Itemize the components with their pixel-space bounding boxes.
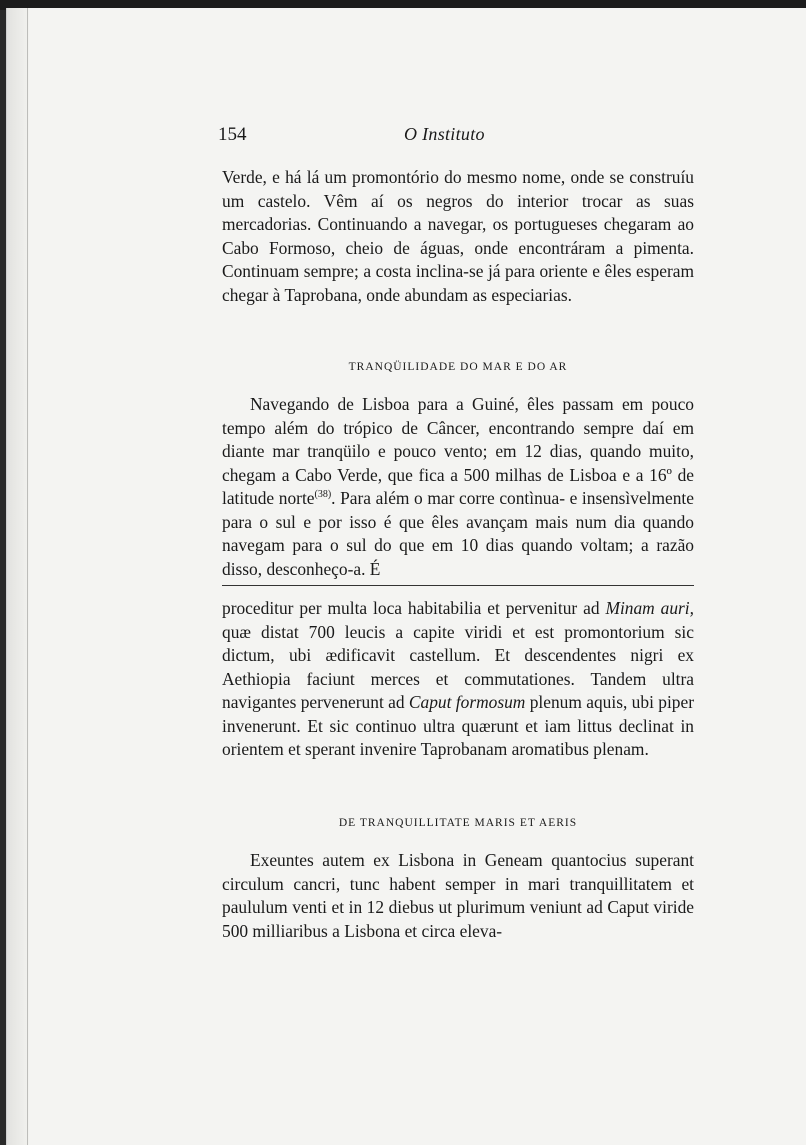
page-header [218, 124, 694, 150]
footnote-reference: (38) [314, 489, 332, 501]
latin-italic-minam-auri: Minam auri, [605, 598, 694, 618]
page-number: 154 [218, 124, 247, 145]
latin-text-a: proceditur per multa loca habitabilia et pervenitur ad [222, 598, 606, 618]
latin-section-text: Exeuntes autem ex Lisbona in Geneam quantocius superant circulum cancri, tunc habent semper in mari tranquillitatem et paululum venti et in 12 diebus ut plurimum veniunt ad Caput viride 500 milliaribus a Lisbona et circa eleva- [222, 850, 694, 941]
latin-text-c: plenum aquis, ubi piper invenerunt. Et sic continuo ultra quærunt et iam littus declinat in orientem et sperant invenire Taprobanam aromatibus plenam. [222, 692, 694, 759]
latin-paragraph-continued [222, 597, 694, 762]
portuguese-section-text-b: . Para além o mar corre contìnua- e insensìvelmente para o sul e por isso é que êles avançam mais num dia quando navegam para o sul do que em 10 dias quando voltam; a razão disso, desconheço-a. É [222, 488, 694, 579]
page-gutter [7, 8, 29, 1145]
text-divider [222, 585, 694, 586]
portuguese-section-heading: TRANQÜILIDADE DO MAR E DO AR [348, 361, 568, 373]
latin-italic-caput-formosum: Caput formosum [408, 692, 526, 712]
running-title: O Instituto [404, 124, 485, 144]
gutter-line [27, 8, 28, 1145]
latin-section-paragraph [222, 849, 694, 943]
latin-section-heading: DE TRANQUILLITATE MARIS ET AERIS [338, 817, 578, 829]
portuguese-paragraph-continued: Verde, e há lá um promontório do mesmo nome, onde se construíu um castelo. Vêm aí os negros do interior trocar as suas mercadorias. Continuando a navegar, os portugueses chegaram ao Cabo Formoso, cheio de águas, onde encontráram a pimenta. Continuam sempre; a costa inclina-se já para oriente e êles esperam chegar à Taprobana, onde abundam as especiarias. [222, 167, 694, 305]
portuguese-section-paragraph [222, 393, 694, 581]
latin-text-b: quæ distat 700 leucis a capite viridi et est promontorium sic dictum, ubi ædificavit castellum. Et descendentes nigri ex Aethiopia faciunt merces et commutationes. Tandem ultra navigantes pervenerunt ad [222, 621, 694, 712]
portuguese-section-text-a: Navegando de Lisboa para a Guiné, êles passam em pouco tempo além do trópico de Câncer, encontrando sempre daí em diante mar tranqüilo e pouco vento; em 12 dias, quando muito, chegam a Cabo Verde, que fica a 500 milhas de Lisboa e a 16º de latitude norte [222, 394, 694, 508]
